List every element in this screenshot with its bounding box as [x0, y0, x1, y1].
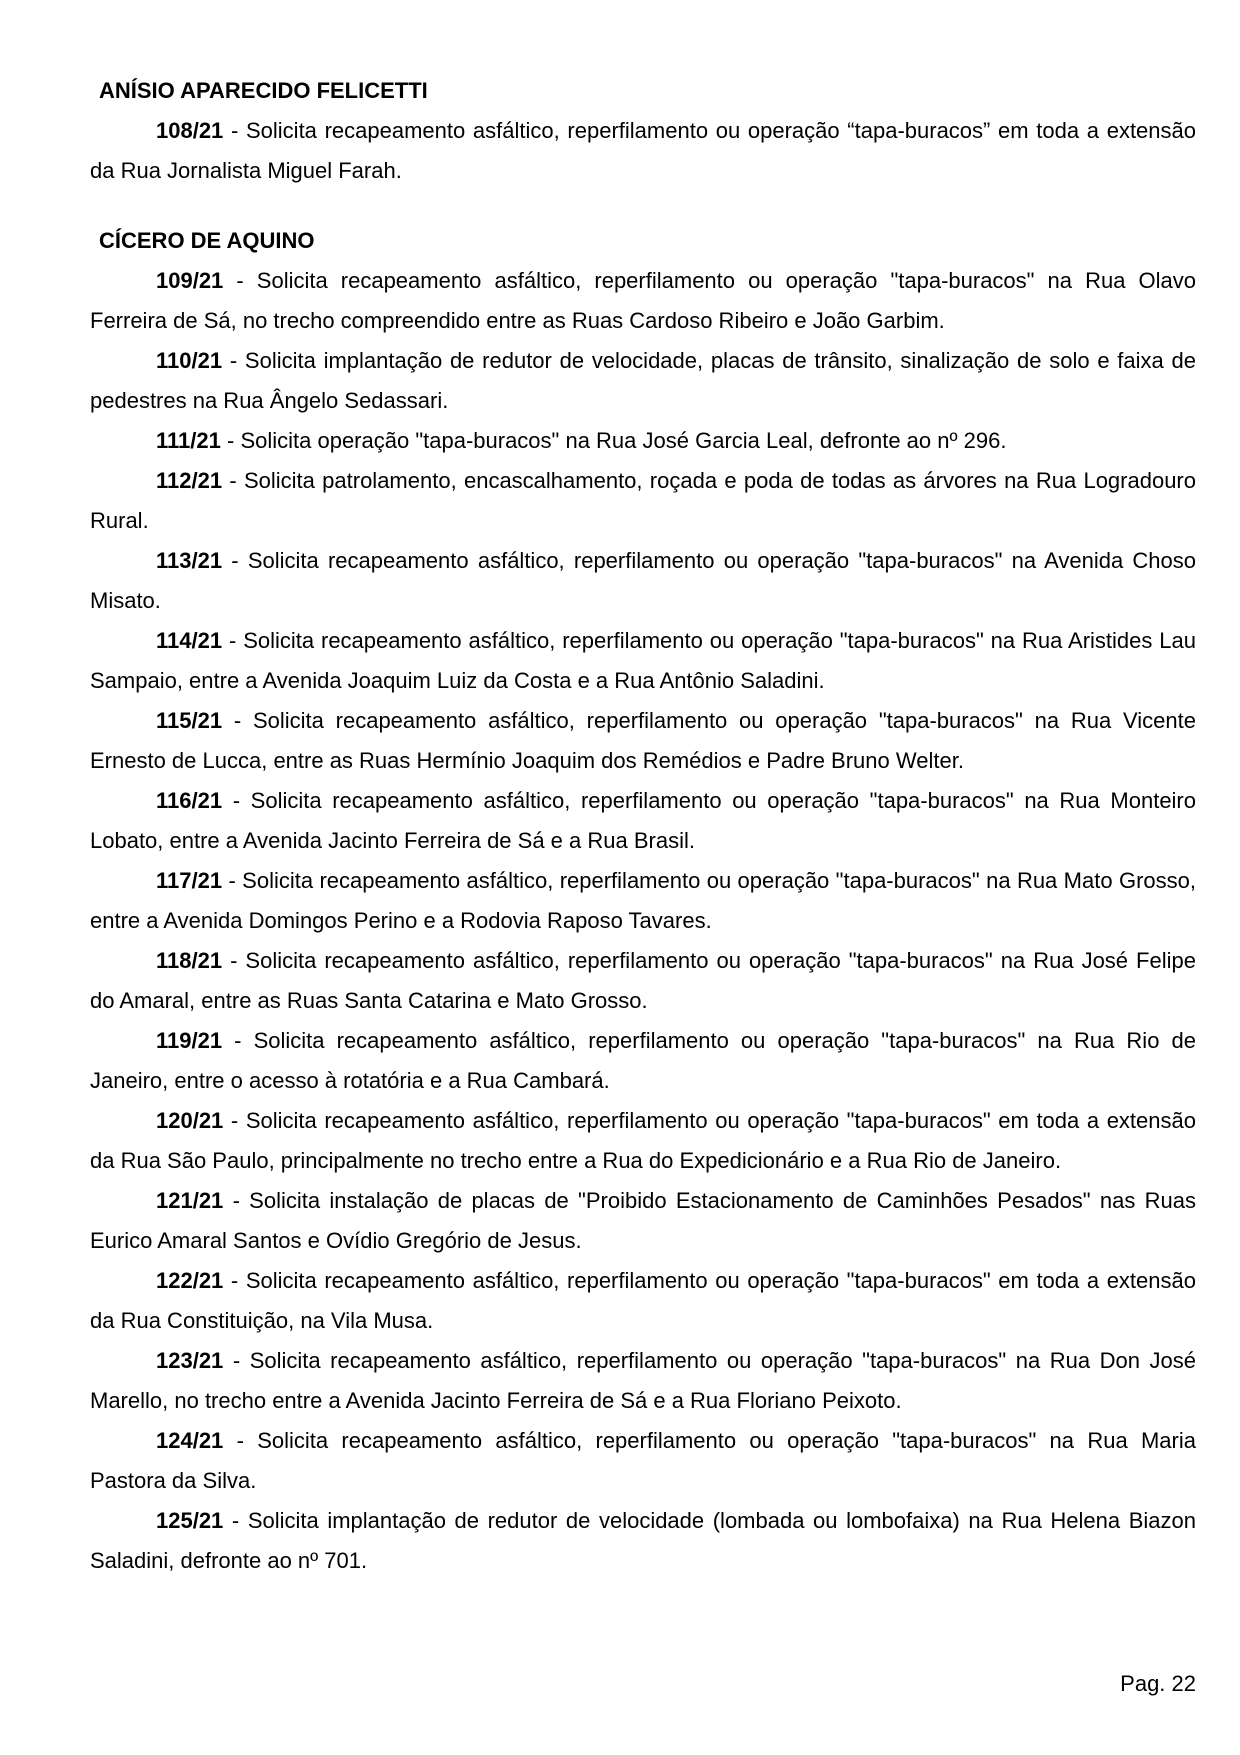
request-separator: -: [222, 548, 248, 573]
section: [90, 71, 1196, 191]
request-number: 114/21: [156, 628, 223, 653]
request-separator: -: [222, 1028, 254, 1053]
request-separator: -: [223, 1428, 258, 1453]
request-number: 119/21: [156, 1028, 223, 1053]
request-text: Solicita recapeamento asfáltico, reperfilamento ou operação "tapa-buracos" na Rua Rio de Janeiro, entre o acesso à rotatória e a Rua Cambará.: [90, 1028, 1196, 1093]
request-text: Solicita recapeamento asfáltico, reperfilamento ou operação "tapa-buracos" na Avenida Choso Misato.: [90, 548, 1196, 613]
request-text: Solicita recapeamento asfáltico, reperfilamento ou operação "tapa-buracos" na Rua Monteiro Lobato, entre a Avenida Jacinto Ferreira de Sá e a Rua Brasil.: [90, 788, 1196, 853]
request-separator: -: [223, 118, 246, 143]
request-text: Solicita recapeamento asfáltico, reperfilamento ou operação "tapa-buracos" na Rua Olavo Ferreira de Sá, no trecho compreendido entre as Ruas Cardoso Ribeiro e João Garbim.: [90, 268, 1196, 333]
request-separator: -: [223, 1348, 250, 1373]
request-paragraph: [90, 1501, 1196, 1581]
request-separator: -: [222, 348, 245, 373]
request-text: Solicita operação "tapa-buracos" na Rua José Garcia Leal, defronte ao nº 296.: [240, 428, 1007, 453]
request-paragraph: [90, 1181, 1196, 1261]
request-separator: -: [223, 1108, 246, 1133]
request-separator: -: [222, 948, 246, 973]
request-text: Solicita recapeamento asfáltico, reperfilamento ou operação “tapa-buracos” em toda a extensão da Rua Jornalista Miguel Farah.: [90, 118, 1197, 183]
request-paragraph: [90, 621, 1196, 701]
request-number: 121/21: [156, 1188, 224, 1213]
request-paragraph: [90, 1101, 1196, 1181]
request-separator: -: [223, 268, 257, 293]
request-number: 123/21: [156, 1348, 224, 1373]
request-text: Solicita implantação de redutor de velocidade, placas de trânsito, sinalização de solo e faixa de pedestres na Rua Ângelo Sedassari.: [90, 348, 1196, 413]
request-text: Solicita recapeamento asfáltico, reperfilamento ou operação "tapa-buracos" na Rua Mato Grosso, entre a Avenida Domingos Perino e a Rodovia Raposo Tavares.: [90, 868, 1196, 933]
request-paragraph: [90, 1421, 1196, 1501]
request-paragraph: [90, 1341, 1196, 1421]
request-paragraph: [90, 1261, 1196, 1341]
request-text: Solicita implantação de redutor de velocidade (lombada ou lombofaixa) na Rua Helena Biazon Saladini, defronte ao nº 701.: [90, 1508, 1196, 1573]
request-paragraph: [90, 341, 1196, 421]
page-number: Pag. 22: [1120, 1671, 1196, 1696]
request-separator: -: [222, 708, 253, 733]
document-content: [90, 71, 1196, 1581]
request-paragraph: [90, 261, 1196, 341]
request-paragraph: [90, 111, 1196, 191]
section-heading: CÍCERO DE AQUINO: [99, 228, 315, 253]
request-number: 120/21: [156, 1108, 224, 1133]
request-text: Solicita recapeamento asfáltico, reperfilamento ou operação "tapa-buracos" em toda a extensão da Rua Constituição, na Vila Musa.: [90, 1268, 1196, 1333]
request-paragraph: [90, 861, 1196, 941]
request-text: Solicita patrolamento, encascalhamento, roçada e poda de todas as árvores na Rua Logradouro Rural.: [90, 468, 1196, 533]
request-text: Solicita recapeamento asfáltico, reperfilamento ou operação "tapa-buracos" na Rua Don José Marello, no trecho entre a Avenida Jacinto Ferreira de Sá e a Rua Floriano Peixoto.: [90, 1348, 1196, 1413]
request-paragraph: [90, 781, 1196, 861]
request-number: 109/21: [156, 268, 224, 293]
request-text: Solicita recapeamento asfáltico, reperfilamento ou operação "tapa-buracos" na Rua Maria Pastora da Silva.: [90, 1428, 1196, 1493]
request-paragraph: [90, 701, 1196, 781]
request-paragraph: [90, 541, 1196, 621]
request-separator: -: [222, 628, 244, 653]
request-number: 122/21: [156, 1268, 224, 1293]
request-text: Solicita recapeamento asfáltico, reperfilamento ou operação "tapa-buracos" na Rua José Felipe do Amaral, entre as Ruas Santa Catarina e Mato Grosso.: [90, 948, 1196, 1013]
request-paragraph: [90, 461, 1196, 541]
request-separator: -: [223, 1268, 246, 1293]
request-separator: -: [220, 428, 241, 453]
section: [90, 221, 1196, 1581]
request-separator: -: [223, 1188, 250, 1213]
request-number: 118/21: [156, 948, 223, 973]
request-number: 116/21: [156, 788, 223, 813]
request-paragraph: [90, 1021, 1196, 1101]
request-paragraph: [90, 941, 1196, 1021]
request-text: Solicita recapeamento asfáltico, reperfilamento ou operação "tapa-buracos" na Rua Vicente Ernesto de Lucca, entre as Ruas Hermínio Joaquim dos Remédios e Padre Bruno Welter.: [90, 708, 1196, 773]
section-heading: ANÍSIO APARECIDO FELICETTI: [99, 78, 428, 103]
request-number: 111/21: [156, 428, 221, 453]
request-separator: -: [222, 468, 244, 493]
request-number: 115/21: [156, 708, 223, 733]
request-number: 125/21: [156, 1508, 224, 1533]
request-text: Solicita recapeamento asfáltico, reperfilamento ou operação "tapa-buracos" na Rua Aristides Lau Sampaio, entre a Avenida Joaquim Luiz da Costa e a Rua Antônio Saladini.: [90, 628, 1196, 693]
request-number: 110/21: [156, 348, 223, 373]
request-number: 113/21: [156, 548, 223, 573]
request-number: 124/21: [156, 1428, 224, 1453]
request-number: 112/21: [156, 468, 223, 493]
request-text: Solicita instalação de placas de "Proibido Estacionamento de Caminhões Pesados" nas Ruas Eurico Amaral Santos e Ovídio Gregório de Jesus.: [90, 1188, 1196, 1253]
request-text: Solicita recapeamento asfáltico, reperfilamento ou operação "tapa-buracos" em toda a extensão da Rua São Paulo, principalmente no trecho entre a Rua do Expedicionário e a Rua Rio de Janeiro.: [90, 1108, 1196, 1173]
request-separator: -: [223, 1508, 248, 1533]
request-number: 117/21: [156, 868, 223, 893]
request-separator: -: [222, 868, 243, 893]
request-separator: -: [222, 788, 251, 813]
request-paragraph: [90, 421, 1196, 461]
request-number: 108/21: [156, 118, 224, 143]
